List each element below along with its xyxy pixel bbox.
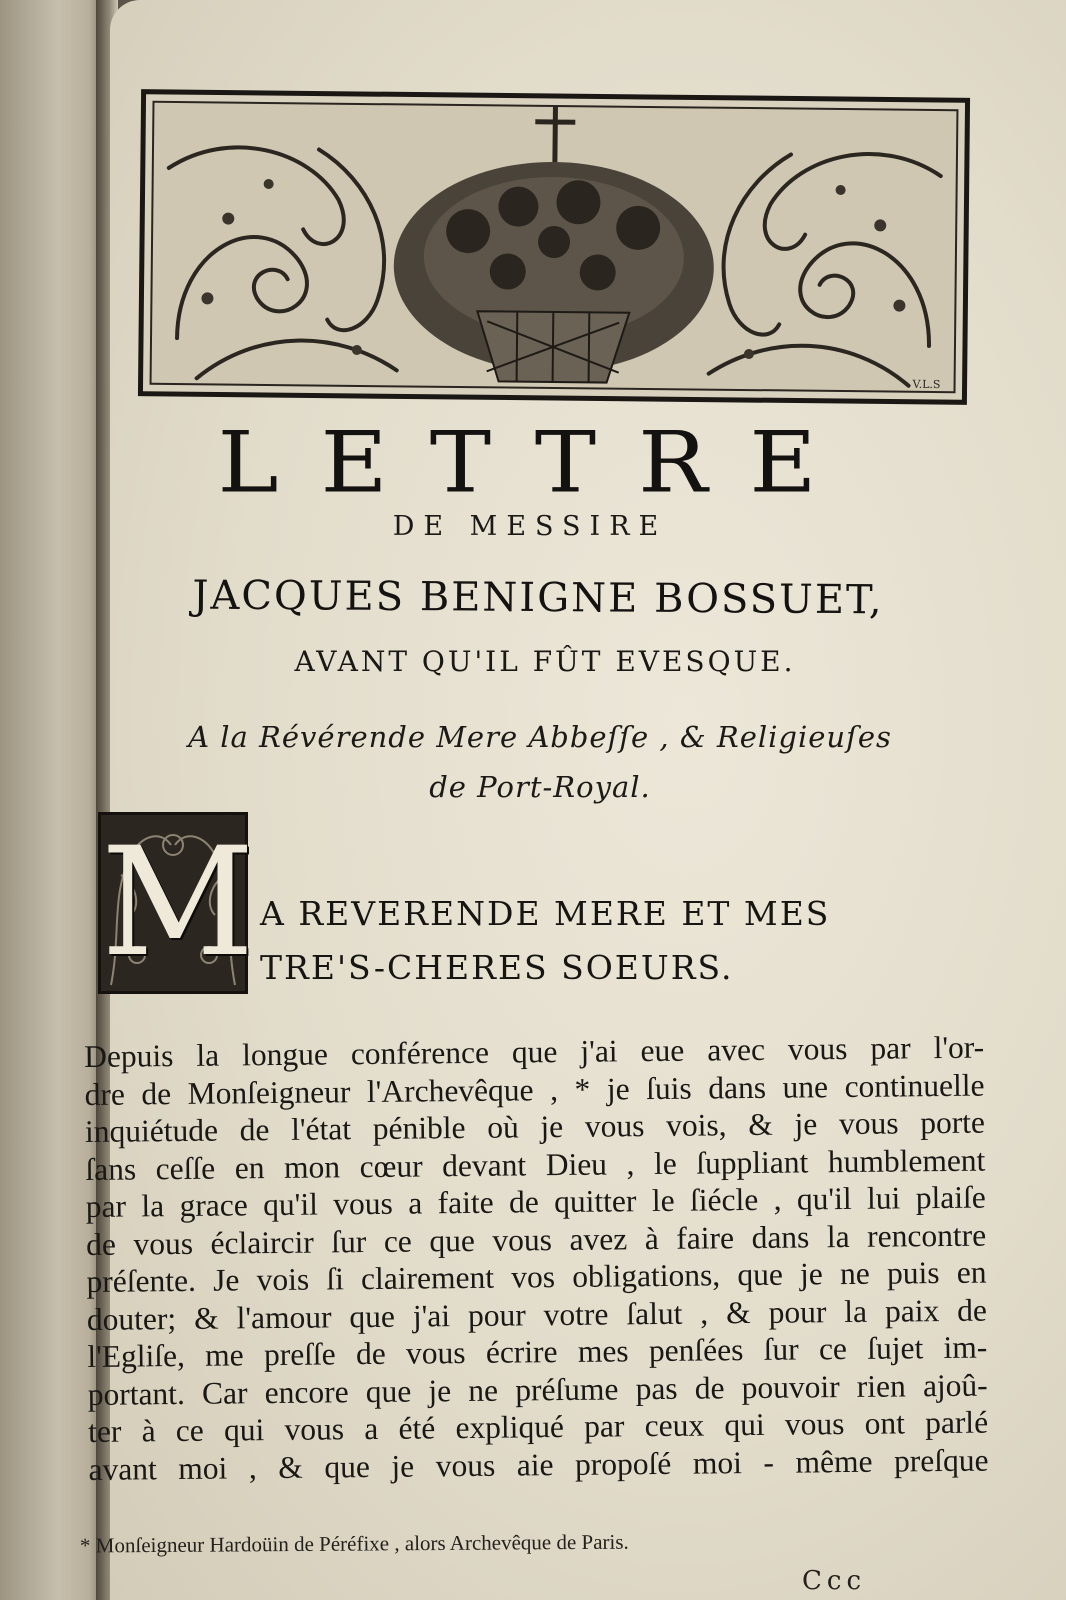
- body-line: préſente. Je vois ſi clairement vos obligations, que je ne puis en: [86, 1254, 987, 1299]
- ornament-illustration: [136, 88, 971, 407]
- dedication-line-1: A la Révérende Mere Abbeſſe , & Religieuſes: [188, 720, 892, 754]
- body-line: avant moi , & que je vous aie propoſé moi - même preſque: [88, 1442, 989, 1487]
- dedication: [130, 712, 950, 812]
- ornamental-headpiece: [136, 88, 971, 407]
- body-line: de vous éclaircir ſur ce que vous avez à faire dans la rencontre: [85, 1217, 987, 1262]
- author-name: JACQUES BENIGNE BOSSUET,: [192, 572, 884, 624]
- body-line: dre de Monſeigneur l'Archevêque , * je ſuis dans une continuelle: [84, 1067, 985, 1112]
- drop-cap: [98, 812, 255, 994]
- right-page: [79, 0, 1066, 1600]
- body-line: par la grace qu'il vous a faite de quitter le ſiécle , qu'il lui plaiſe: [85, 1179, 986, 1224]
- salutation-line-1: A REVERENDE MERE ET MES: [260, 894, 831, 933]
- body-line: portant. Car encore que je ne préſume pas de pouvoir rien ajoû-: [87, 1367, 988, 1412]
- author-qualifier: AVANT QU'IL FÛT EVESQUE.: [294, 645, 796, 678]
- drop-cap-letter: M: [101, 816, 255, 990]
- salutation-line-2: TRE'S-CHERES SOEURS.: [260, 948, 734, 987]
- ornament-signature: V.L.S: [912, 377, 941, 392]
- letter-subtitle: DE MESSIRE: [392, 511, 668, 542]
- body-line: ter à ce qui vous a été expliqué par ceux qui vous ont parlé: [87, 1404, 989, 1449]
- body-line: l'Egliſe, me preſſe de vous écrire mes penſées ſur ce ſujet im-: [87, 1329, 988, 1374]
- dedication-line-2: de Port-Royal.: [429, 770, 651, 804]
- body-line: Depuis la longue conférence que j'ai eue avec vous par l'or-: [84, 1029, 985, 1074]
- letter-title: LETTRE: [217, 413, 859, 512]
- body-line: inquiétude de l'état pénible où je vous vois, & je vous porte: [84, 1104, 986, 1149]
- body-line: ſans ceſſe en mon cœur devant Dieu , le ſuppliant humblement: [85, 1142, 986, 1187]
- footnote: * Monſeigneur Hardoüin de Péréfixe , alors Archevêque de Paris.: [79, 1529, 629, 1558]
- body-line: douter; & l'amour que j'ai pour votre ſalut , & pour la paix de: [86, 1292, 988, 1337]
- letter-body: [84, 1029, 989, 1488]
- printer-signature-mark: Ccc: [802, 1566, 867, 1596]
